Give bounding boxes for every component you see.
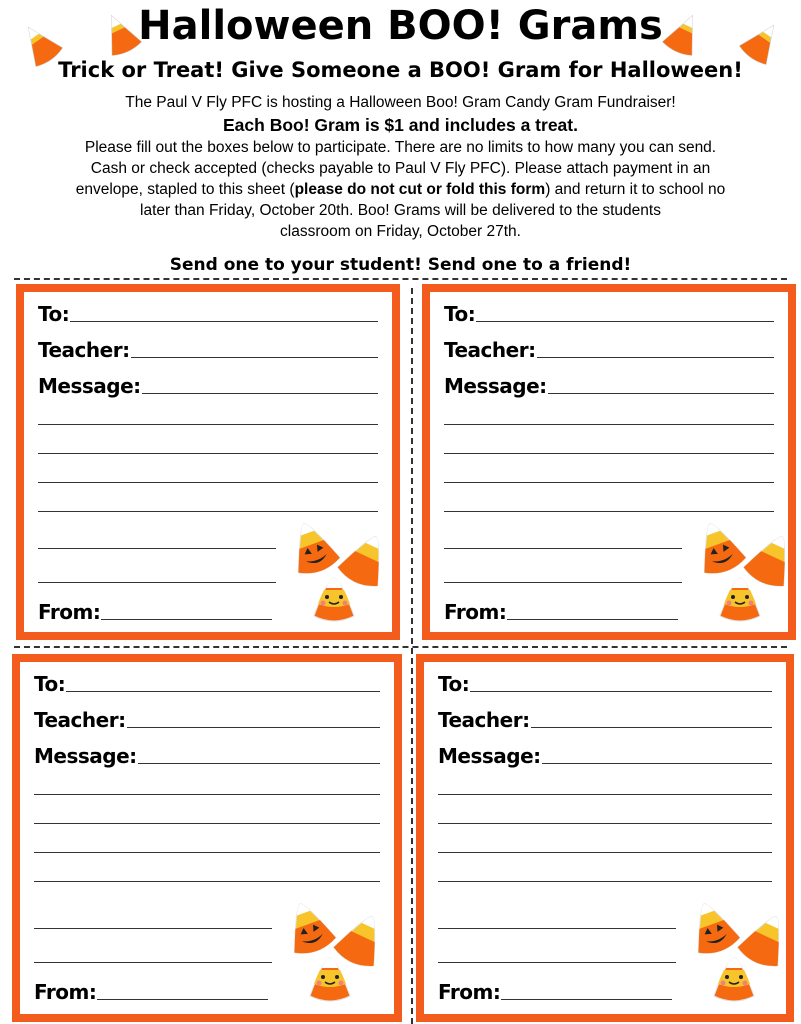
teacher-label: Teacher: [444,338,536,362]
message-line[interactable] [38,548,276,549]
to-row [34,670,380,696]
message-line[interactable] [38,482,378,483]
to-field[interactable] [66,690,380,692]
send-line: Send one to your student! Send one to a friend! [169,255,632,275]
message-line[interactable] [34,852,380,853]
intro-line: Please fill out the boxes below to participate. There are no limits to how many you can send. [84,139,717,156]
intro-line: later than Friday, October 20th. Boo! Grams will be delivered to the students [140,202,661,219]
jack-o-lantern-candy-icon [686,900,742,962]
from-field[interactable] [97,998,268,1000]
boo-gram-card [12,654,402,1022]
teacher-label: Teacher: [438,708,530,732]
teacher-field[interactable] [537,356,774,358]
message-line[interactable] [38,424,378,425]
message-row [34,742,380,768]
smiling-candy-icon [706,954,762,1010]
to-label: To: [444,302,476,326]
from-field[interactable] [501,998,672,1000]
from-row [444,598,678,624]
message-line[interactable] [38,453,378,454]
to-label: To: [38,302,70,326]
from-label: From: [34,980,97,1004]
from-field[interactable] [507,618,678,620]
message-row [444,372,774,398]
message-line[interactable] [444,424,774,425]
teacher-row [38,336,378,362]
teacher-field[interactable] [127,726,380,728]
message-label: Message: [438,744,541,768]
price-line: Each Boo! Gram is $1 and includes a treat. [223,115,578,135]
to-label: To: [34,672,66,696]
from-label: From: [444,600,507,624]
intro-line [20,179,781,200]
intro-line: Cash or check accepted (checks payable to Paul V Fly PFC). Please attach payment in an [90,160,711,177]
message-line[interactable] [444,482,774,483]
boo-gram-card [416,654,794,1022]
to-field[interactable] [470,690,772,692]
from-row [38,598,272,624]
message-line[interactable] [444,548,682,549]
from-label: From: [438,980,501,1004]
message-line[interactable] [38,582,276,583]
to-row [38,300,378,326]
message-line[interactable] [438,928,676,929]
teacher-row [444,336,774,362]
message-line[interactable] [444,511,774,512]
jack-o-lantern-candy-icon [286,520,342,582]
teacher-field[interactable] [531,726,772,728]
message-field[interactable] [548,392,774,394]
smiling-candy-icon [306,574,362,630]
page-title: Halloween BOO! Grams [138,3,663,49]
cut-line-vertical [411,288,413,1024]
cut-line-middle [14,646,787,648]
teacher-row [438,706,772,732]
message-line[interactable] [34,881,380,882]
message-line[interactable] [34,794,380,795]
intro-line: The Paul V Fly PFC is hosting a Halloween Boo! Gram Candy Gram Fundraiser! [125,94,676,111]
message-line[interactable] [438,881,772,882]
page-subtitle: Trick or Treat! Give Someone a BOO! Gram for Halloween! [58,58,743,82]
intro-line-part: envelope, stapled to this sheet ( [75,181,295,198]
cut-line-top [14,278,787,280]
from-field[interactable] [101,618,272,620]
to-row [444,300,774,326]
message-label: Message: [34,744,137,768]
intro-emphasis: please do not cut or fold this form [294,181,546,198]
message-label: Message: [38,374,141,398]
boo-gram-card [16,284,400,640]
intro-line: classroom on Friday, October 27th. [280,223,521,240]
message-line[interactable] [438,823,772,824]
message-line[interactable] [444,582,682,583]
message-row [38,372,378,398]
smiling-candy-icon [302,954,358,1010]
teacher-label: Teacher: [34,708,126,732]
teacher-field[interactable] [131,356,378,358]
intro-text [20,92,781,242]
teacher-row [34,706,380,732]
boo-gram-card [422,284,796,640]
message-line[interactable] [34,928,272,929]
to-row [438,670,772,696]
message-field[interactable] [142,392,378,394]
from-label: From: [38,600,101,624]
jack-o-lantern-candy-icon [692,520,748,582]
jack-o-lantern-candy-icon [282,900,338,962]
message-field[interactable] [542,762,772,764]
message-label: Message: [444,374,547,398]
teacher-label: Teacher: [38,338,130,362]
message-row [438,742,772,768]
message-line[interactable] [444,453,774,454]
smiling-candy-icon [712,574,768,630]
to-field[interactable] [476,320,774,322]
to-field[interactable] [70,320,378,322]
from-row [34,978,268,1004]
message-line[interactable] [34,823,380,824]
message-line[interactable] [438,962,676,963]
message-line[interactable] [34,962,272,963]
from-row [438,978,672,1004]
message-line[interactable] [438,794,772,795]
to-label: To: [438,672,470,696]
message-field[interactable] [138,762,380,764]
message-line[interactable] [38,511,378,512]
message-line[interactable] [438,852,772,853]
intro-line-part: ) and return it to school no [545,181,726,198]
